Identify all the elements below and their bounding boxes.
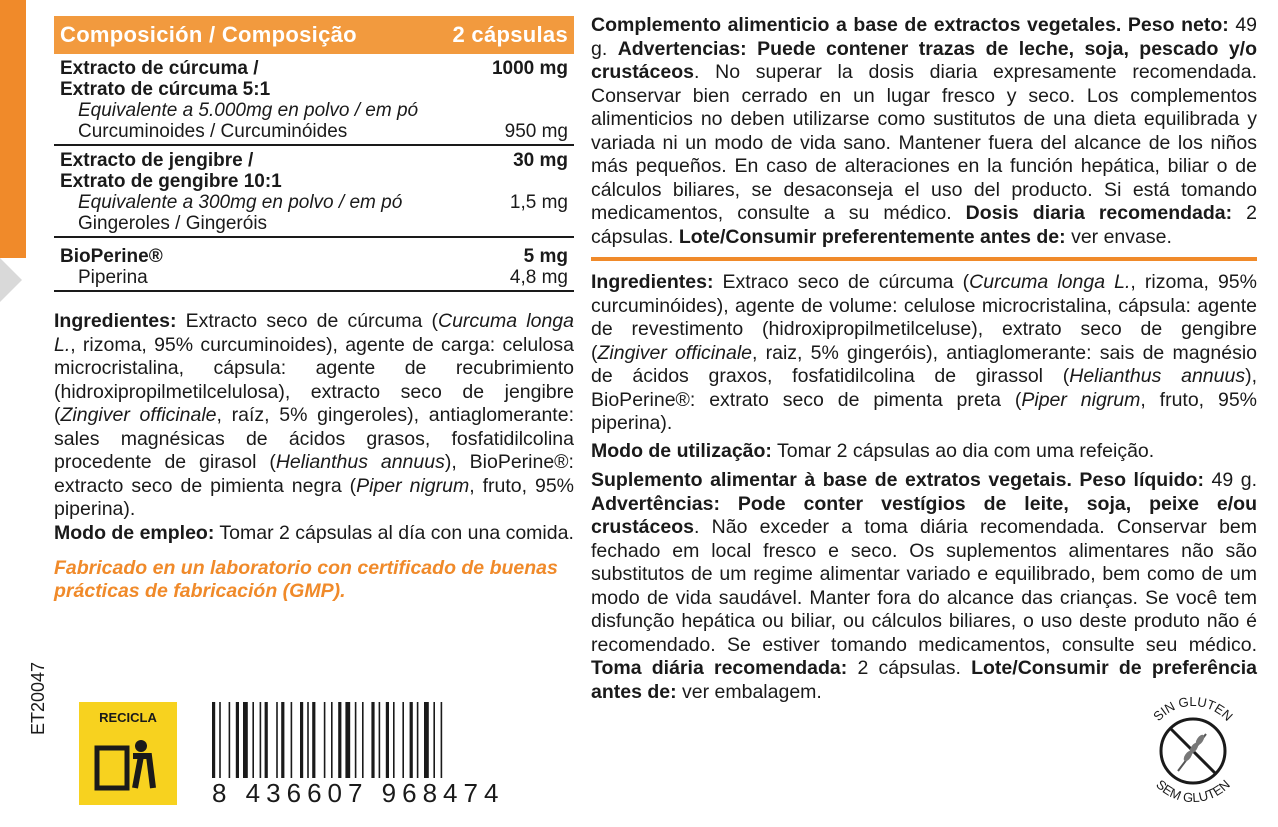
text-run: , rizoma, 95% curcuminoides), agente de carga: celulosa microcristalina, cápsula: agente de recubrimiento (hidroxipropilmetilcelulosa), extracto seco de jengibre ( <box>54 333 574 426</box>
text-run: Advertências: <box>591 492 720 515</box>
barcode-digits: 8 436607 968474 <box>212 778 505 808</box>
text-run: ver envase. <box>1065 225 1172 248</box>
grey-edge-notch <box>0 258 22 302</box>
text-run: Complemento alimenticio a base de extractos vegetales. Peso neto: <box>591 14 1229 36</box>
usage-pt <box>591 440 1257 464</box>
right-column <box>591 14 1257 704</box>
text-run: , rizoma, 95% curcuminóides), agente de volume: celulose microcristalina, cápsula: agente de revestimento (hidroxipropilmetilceluse), extrato seco de gengibre ( <box>591 271 1257 364</box>
text-run: , raíz, 5% gingeroles), antiaglomerante: sales magnésicas de ácidos grasos, fosfatidilcolina procedente de girasol ( <box>54 404 574 473</box>
row-sub-amount: 4,8 mg <box>509 267 568 288</box>
row-title-2: Extrato de gengibre 10:1 <box>60 171 282 192</box>
row-equivalent: Equivalente a 300mg en polvo / em pó <box>78 192 403 213</box>
gmp-note: Fabricado en un laboratorio con certificado de buenas prácticas de fabricación (GMP). <box>54 557 558 602</box>
text-run: ver embalagem. <box>676 680 822 703</box>
text-run: , fruto, 95% piperina). <box>54 474 575 520</box>
gluten-label-es: SIN GLUTEN <box>1150 693 1236 724</box>
composition-row-bioperine <box>54 242 574 292</box>
usage-label: Modo de utilização: <box>591 439 772 462</box>
row-amount: 30 mg <box>513 150 568 171</box>
text-run: ), BioPerine®: extracto seco de pimienta negra ( <box>54 451 574 497</box>
text-run: Toma diária recomendada: <box>591 657 848 679</box>
text-run: Dosis diaria recomendada: <box>965 202 1233 224</box>
latin-name: Curcuma longa L. <box>54 310 574 356</box>
usage-text: Tomar 2 cápsulas al día con una comida. <box>214 521 574 544</box>
text-run: , raiz, 5% gingeróis), antiaglomerante: sais de magnésio de ácidos graxos, fosfatidilcolina de girassol ( <box>591 341 1258 387</box>
composition-title: Composición / Composição <box>60 22 357 47</box>
text-run: Lote/Consumir preferentemente antes de: <box>678 225 1066 248</box>
row-sub: Gingeroles / Gingeróis <box>78 213 268 234</box>
composition-header <box>54 16 574 54</box>
latin-name: Curcuma longa L. <box>969 271 1131 293</box>
usage-es <box>54 522 574 546</box>
row-amount: 5 mg <box>523 246 568 267</box>
text-run: 2 cápsulas. <box>591 202 1257 248</box>
text-run: Puede contener trazas de leche, soja, pescado y/o crustáceos <box>591 37 1257 83</box>
ingredients-label: Ingredientes: <box>54 310 177 332</box>
row-sub: Curcuminoides / Curcuminóides <box>78 121 348 142</box>
text-run: Suplemento alimentar à base de extratos vegetais. Peso líquido: <box>591 469 1204 491</box>
row-title: Extracto de jengibre / <box>60 150 254 171</box>
row-sub-amount: 950 mg <box>504 121 568 142</box>
recycle-badge <box>79 702 177 805</box>
row-title: Extracto de cúrcuma / <box>60 58 259 79</box>
text-run: 2 cápsulas. <box>847 657 972 679</box>
row-title-2: Extrato de cúrcuma 5:1 <box>60 79 271 100</box>
orange-edge-band <box>0 0 26 258</box>
text-run: Lote/Consumir de preferência antes de: <box>591 657 1257 703</box>
section-divider <box>591 257 1257 261</box>
row-title: BioPerine® <box>60 246 163 267</box>
row-equivalent: Equivalente a 5.000mg en polvo / em pó <box>78 100 419 121</box>
product-code: ET20047 <box>28 661 48 735</box>
latin-name: Piper nigrum <box>1021 388 1141 411</box>
latin-name: Helianthus annuus <box>1069 365 1246 387</box>
latin-name: Piper nigrum <box>356 474 470 497</box>
usage-text: Tomar 2 cápsulas ao dia com uma refeição. <box>771 439 1155 462</box>
row-equivalent-amount: 1,5 mg <box>509 192 568 213</box>
text-run: . No superar la dosis diaria expresamente recomendada. Conservar bien cerrado en un lugar fresco y seco. Los complementos alimenticios no deben utilizarse como sustitutos de una dieta equilibrada y variada ni un modo de vida sano. Mantener fuera del alcance de los niños más pequeños. En caso de alteraciones en la función hepática, biliar o de cálculos biliares, se desaconseja el uso del producto. Si está tomando medicamentos, consulte a su médico. <box>591 61 1257 224</box>
svg-text:SEM GLUTEN <box>1153 777 1233 806</box>
text-run: Advertencias: <box>617 37 747 60</box>
text-run: ), BioPerine®: extrato seco de pimenta preta ( <box>591 365 1257 411</box>
latin-name: Zingiver officinale <box>597 341 753 364</box>
latin-name: Helianthus annuus <box>275 451 445 473</box>
composition-row-curcuma <box>54 54 574 146</box>
text-run: 49 g. <box>591 14 1258 60</box>
recycle-label: RECICLA <box>99 710 157 725</box>
gluten-label-pt: SEM GLUTEN <box>1153 776 1233 806</box>
warnings-es <box>591 14 1257 249</box>
text-run: Extraco seco de cúrcuma ( <box>713 271 970 293</box>
composition-dose: 2 cápsulas <box>452 22 568 47</box>
text-run: 49 g. <box>1203 469 1257 491</box>
ingredients-label: Ingredientes: <box>591 271 714 293</box>
gluten-free-icon <box>1128 686 1258 816</box>
text-run: Extracto seco de cúrcuma ( <box>176 310 438 332</box>
composition-row-jengibre <box>54 146 574 238</box>
text-run: . Não exceder a toma diária recomendada. Conservar bem fechado em local fresco e seco. Os suplementos alimentares não são substitutos de um regime alimentar variado e equilibrado, bem como de um modo de vida saudável. Manter fora do alcance das crianças. Se você tem disfunção hepática ou biliar, ou cálculos biliares, o uso deste produto não é recomendado. Se estiver tomando medicamentos, consulte seu médico. <box>591 516 1257 656</box>
usage-label: Modo de empleo: <box>54 521 215 544</box>
row-amount: 1000 mg <box>491 58 568 79</box>
row-sub: Piperina <box>78 267 148 288</box>
left-column <box>54 0 574 603</box>
latin-name: Zingiver officinale <box>60 404 217 426</box>
ingredients-pt <box>591 271 1257 436</box>
warnings-pt <box>591 469 1257 704</box>
text-run: , fruto, 95% piperina). <box>591 388 1257 434</box>
text-run: Pode conter vestígios de leite, soja, peixe e/ou crustáceos <box>591 492 1257 538</box>
recycle-bin-icon <box>93 738 163 794</box>
ingredients-es <box>54 310 574 522</box>
